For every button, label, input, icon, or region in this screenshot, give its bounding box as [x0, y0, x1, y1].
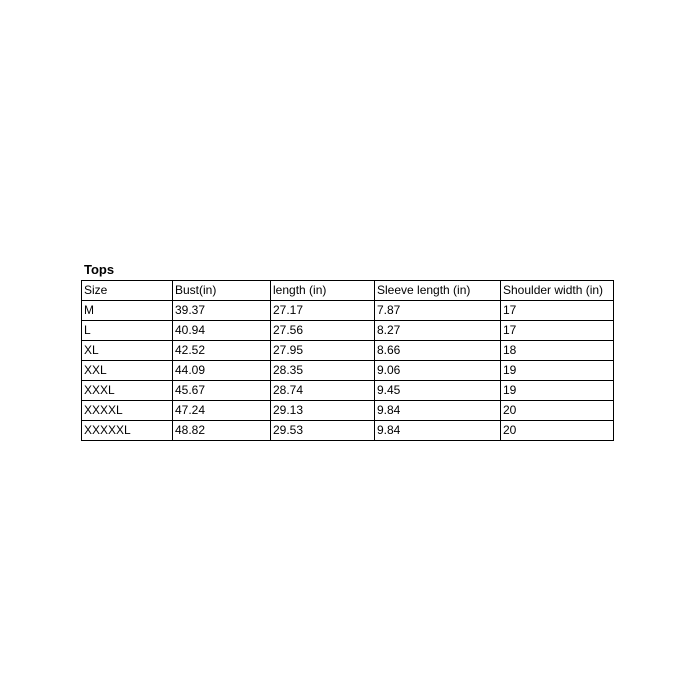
cell-length: 28.35 — [271, 361, 375, 381]
cell-size: L — [82, 321, 173, 341]
cell-shoulder-width: 20 — [501, 401, 614, 421]
cell-bust: 42.52 — [173, 341, 271, 361]
header-length: length (in) — [271, 281, 375, 301]
cell-shoulder-width: 17 — [501, 321, 614, 341]
table-row — [82, 321, 614, 341]
table-row — [82, 341, 614, 361]
cell-sleeve-length: 7.87 — [375, 301, 501, 321]
header-shoulder-width: Shoulder width (in) — [501, 281, 614, 301]
cell-bust: 48.82 — [173, 421, 271, 441]
table-title: Tops — [84, 262, 115, 277]
cell-shoulder-width: 19 — [501, 361, 614, 381]
table-row — [82, 301, 614, 321]
cell-length: 29.13 — [271, 401, 375, 421]
cell-shoulder-width: 20 — [501, 421, 614, 441]
cell-size: XXL — [82, 361, 173, 381]
cell-length: 27.95 — [271, 341, 375, 361]
cell-size: XXXXXL — [82, 421, 173, 441]
cell-sleeve-length: 9.84 — [375, 421, 501, 441]
cell-size: XXXL — [82, 381, 173, 401]
header-bust: Bust(in) — [173, 281, 271, 301]
cell-bust: 39.37 — [173, 301, 271, 321]
cell-length: 27.56 — [271, 321, 375, 341]
cell-sleeve-length: 9.06 — [375, 361, 501, 381]
table-row — [82, 361, 614, 381]
cell-sleeve-length: 8.66 — [375, 341, 501, 361]
cell-sleeve-length: 9.45 — [375, 381, 501, 401]
cell-bust: 44.09 — [173, 361, 271, 381]
header-size: Size — [82, 281, 173, 301]
cell-sleeve-length: 8.27 — [375, 321, 501, 341]
table-row — [82, 421, 614, 441]
table-row — [82, 381, 614, 401]
cell-length: 27.17 — [271, 301, 375, 321]
cell-bust: 40.94 — [173, 321, 271, 341]
cell-bust: 47.24 — [173, 401, 271, 421]
size-chart-table — [81, 280, 614, 441]
cell-shoulder-width: 18 — [501, 341, 614, 361]
cell-length: 29.53 — [271, 421, 375, 441]
cell-length: 28.74 — [271, 381, 375, 401]
cell-shoulder-width: 17 — [501, 301, 614, 321]
cell-shoulder-width: 19 — [501, 381, 614, 401]
table-header-row — [82, 281, 614, 301]
header-sleeve-length: Sleeve length (in) — [375, 281, 501, 301]
cell-bust: 45.67 — [173, 381, 271, 401]
cell-size: XL — [82, 341, 173, 361]
cell-size: XXXXL — [82, 401, 173, 421]
table-row — [82, 401, 614, 421]
cell-sleeve-length: 9.84 — [375, 401, 501, 421]
cell-size: M — [82, 301, 173, 321]
